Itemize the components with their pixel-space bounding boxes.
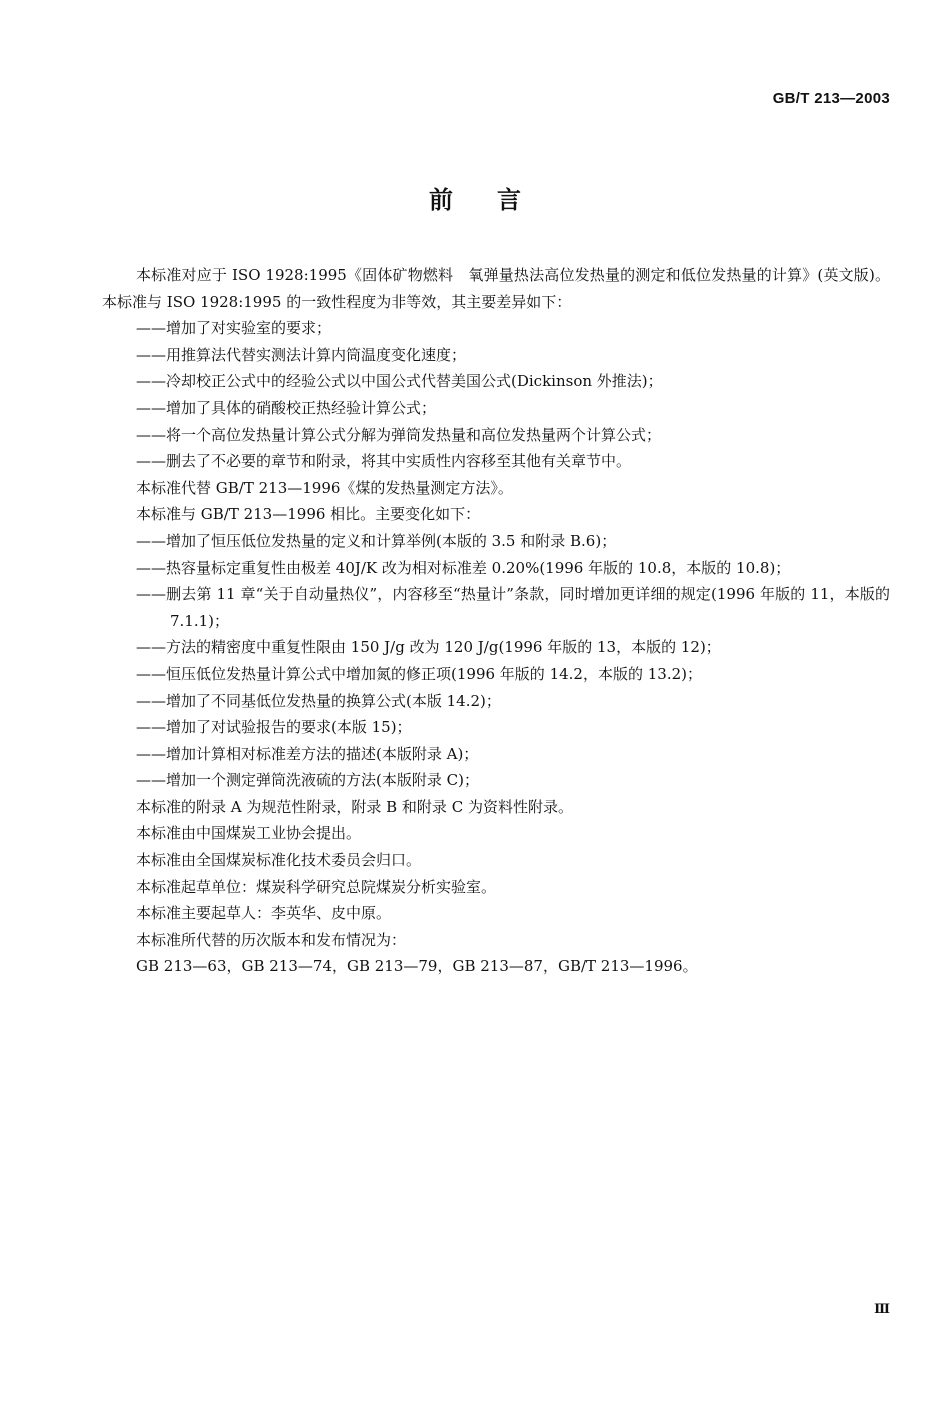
paragraph-intro: 本标准对应于 ISO 1928:1995《固体矿物燃料 氧弹量热法高位发热量的测定和低位发热量的计算》(英文版)。本标准与 ISO 1928:1995 的一致性程度为非等效，其主要差异如下： xyxy=(102,266,890,311)
paragraph: 本标准代替 GB/T 213—1996《煤的发热量测定方法》。 xyxy=(136,478,513,497)
list-item: ——恒压低位发热量计算公式中增加氮的修正项(1996 年版的 14.2，本版的 13.2)； xyxy=(136,664,702,683)
paragraph: 本标准所代替的历次版本和发布情况为： xyxy=(136,930,407,949)
list-item: ——删去第 11 章“关于自动量热仪”，内容移至“热量计”条款，同时增加更详细的规定(1996 年版的 11，本版的 7.1.1)； xyxy=(136,585,890,630)
page-number: Ⅲ xyxy=(874,1302,890,1317)
page-title: 前言 xyxy=(429,186,565,214)
list-item: ——增加一个测定弹筒洗液硫的方法(本版附录 C)； xyxy=(136,771,479,790)
list-item: ——用推算法代替实测法计算内筒温度变化速度； xyxy=(136,345,467,364)
list-item: ——增加了具体的硝酸校正热经验计算公式； xyxy=(136,398,437,417)
paragraph: 本标准主要起草人：李英华、皮中原。 xyxy=(136,904,392,923)
list-item: ——增加了恒压低位发热量的定义和计算举例(本版的 3.5 和附录 B.6)； xyxy=(136,531,617,550)
paragraph: 本标准的附录 A 为规范性附录，附录 B 和附录 C 为资料性附录。 xyxy=(136,797,573,816)
list-item: ——方法的精密度中重复性限由 150 J/g 改为 120 J/g(1996 年版的 13，本版的 12)； xyxy=(136,638,721,657)
list-item: ——增加了对试验报告的要求(本版 15)； xyxy=(136,718,412,737)
paragraph: 本标准由全国煤炭标准化技术委员会归口。 xyxy=(136,851,422,870)
paragraph: GB 213—63，GB 213—74，GB 213—79，GB 213—87，GB/T 213—1996。 xyxy=(136,957,698,976)
list-item: ——热容量标定重复性由极差 40J/K 改为相对标准差 0.20%(1996 年版的 10.8，本版的 10.8)； xyxy=(136,558,791,577)
list-item: ——将一个高位发热量计算公式分解为弹筒发热量和高位发热量两个计算公式； xyxy=(136,425,662,444)
list-item: ——增加计算相对标准差方法的描述(本版附录 A)； xyxy=(136,744,479,763)
list-item: ——删去了不必要的章节和附录，将其中实质性内容移至其他有关章节中。 xyxy=(136,452,632,471)
paragraph: 本标准起草单位：煤炭科学研究总院煤炭分析实验室。 xyxy=(136,877,497,896)
list-item: ——增加了对实验室的要求； xyxy=(136,319,332,338)
document-body xyxy=(102,262,890,980)
standard-code: GB/T 213—2003 xyxy=(772,90,890,107)
list-item: ——冷却校正公式中的经验公式以中国公式代替美国公式(Dickinson 外推法)； xyxy=(136,372,663,391)
paragraph: 本标准与 GB/T 213—1996 相比。主要变化如下： xyxy=(136,505,481,524)
paragraph: 本标准由中国煤炭工业协会提出。 xyxy=(136,824,362,843)
list-item: ——增加了不同基低位发热量的换算公式(本版 14.2)； xyxy=(136,691,501,710)
